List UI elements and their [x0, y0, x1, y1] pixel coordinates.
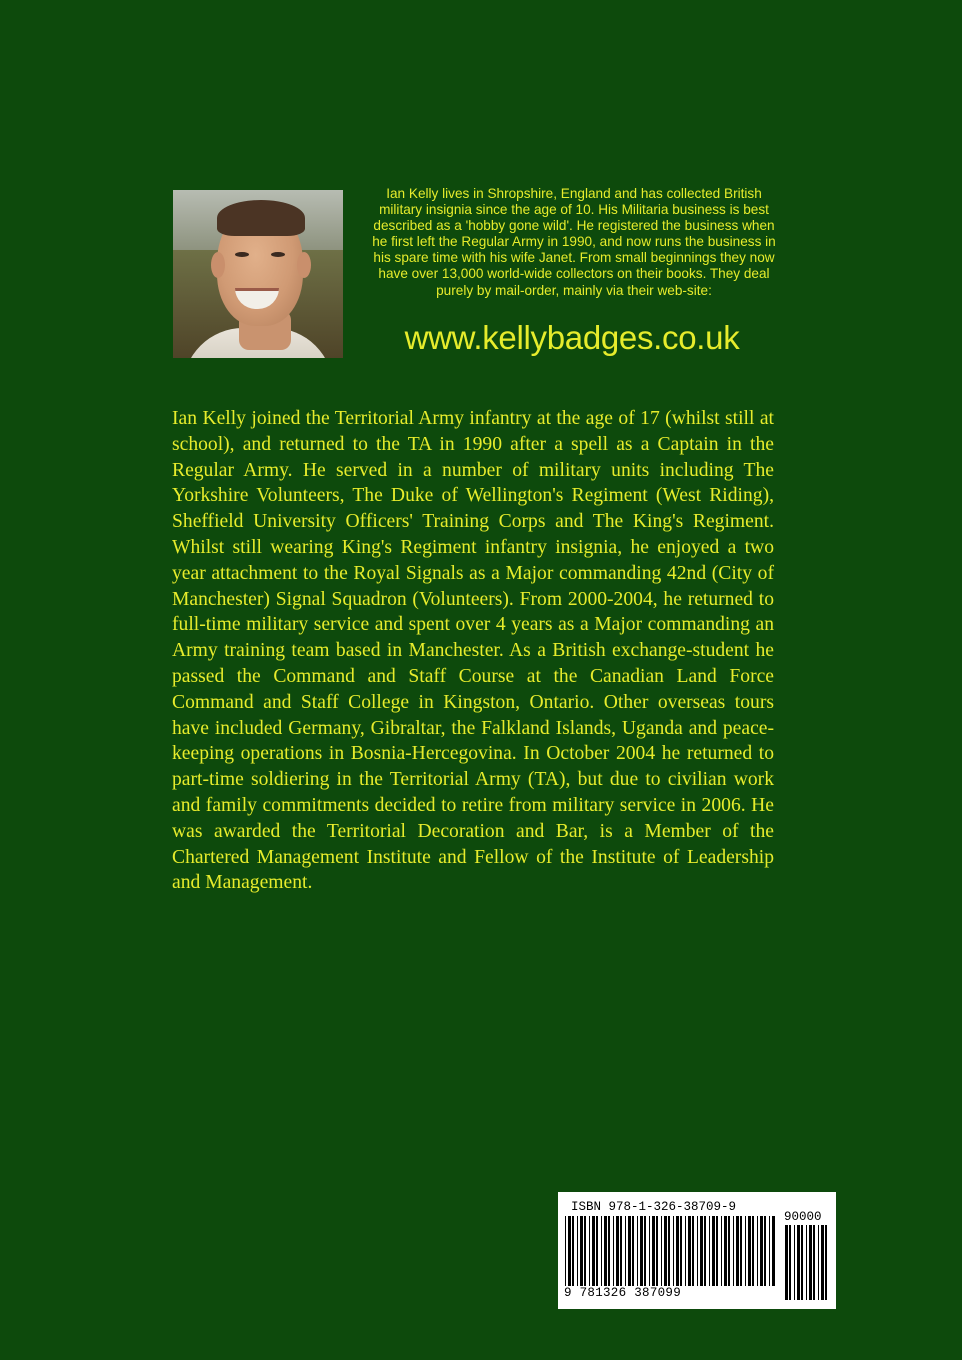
addon-barcode-bars [784, 1225, 828, 1300]
barcode-bar [794, 1225, 795, 1300]
author-blurb: Ian Kelly lives in Shropshire, England and has collected British military insignia since the age of 10. His Militaria business is best described as a 'hobby gone wild'. He registered the business when he first left the Regular Army in 1990, and now runs the business in his spare time with his wife Janet. From small beginnings they now have over 13,000 world-wide collectors on their books. They deal purely by mail-order, mainly via their web-site: [372, 186, 776, 298]
barcode-bar [821, 1225, 824, 1300]
barcode-bar [809, 1225, 812, 1300]
isbn-barcode [558, 1192, 836, 1309]
barcode-bar [785, 1225, 788, 1300]
barcode-bar [801, 1225, 803, 1300]
barcode-bar [797, 1225, 800, 1300]
price-addon-digits: 90000 [784, 1210, 822, 1224]
author-biography: Ian Kelly joined the Territorial Army infantry at the age of 17 (whilst still at school), and returned to the TA in 1990 after a spell as a Captain in the Regular Army. He served in a number of military units including The Yorkshire Volunteers, The Duke of Wellington's Regiment (West Riding), Sheffield University Officers' Training Corps and The King's Regiment. Whilst still wearing King's Regiment infantry insignia, he enjoyed a two year attachment to the Royal Signals as a Major commanding 42nd (City of Manchester) Signal Squadron (Volunteers). From 2000-2004, he returned to full-time military service and spent over 4 years as a Major commanding an Army training team based in Manchester. As a British exchange-student he passed the Command and Staff Course at the Canadian Land Force Command and Staff College in Kingston, Ontario. Other overseas tours have included Germany, Gibraltar, the Falkland Islands, Uganda and peace-keeping operations in Bosnia-Hercegovina. In October 2004 he returned to part-time soldiering in the Territorial Army (TA), but due to civilian work and family commitments decided to retire from military service in 2006. He was awarded the Territorial Decoration and Bar, is a Member of the Chartered Management Institute and Fellow of the Institute of Leadership and Management. [172, 408, 774, 894]
barcode-bar [813, 1225, 815, 1300]
barcode-bar [825, 1225, 827, 1300]
website-link[interactable]: www.kellybadges.co.uk [404, 319, 740, 356]
barcode-bar [818, 1225, 819, 1300]
barcode-bar [789, 1225, 791, 1300]
isbn-label: ISBN 978-1-326-38709-9 [571, 1200, 737, 1214]
barcode-bar [806, 1225, 807, 1300]
author-photo [173, 190, 343, 358]
ean-digits: 9 781326 387099 [562, 1286, 780, 1300]
